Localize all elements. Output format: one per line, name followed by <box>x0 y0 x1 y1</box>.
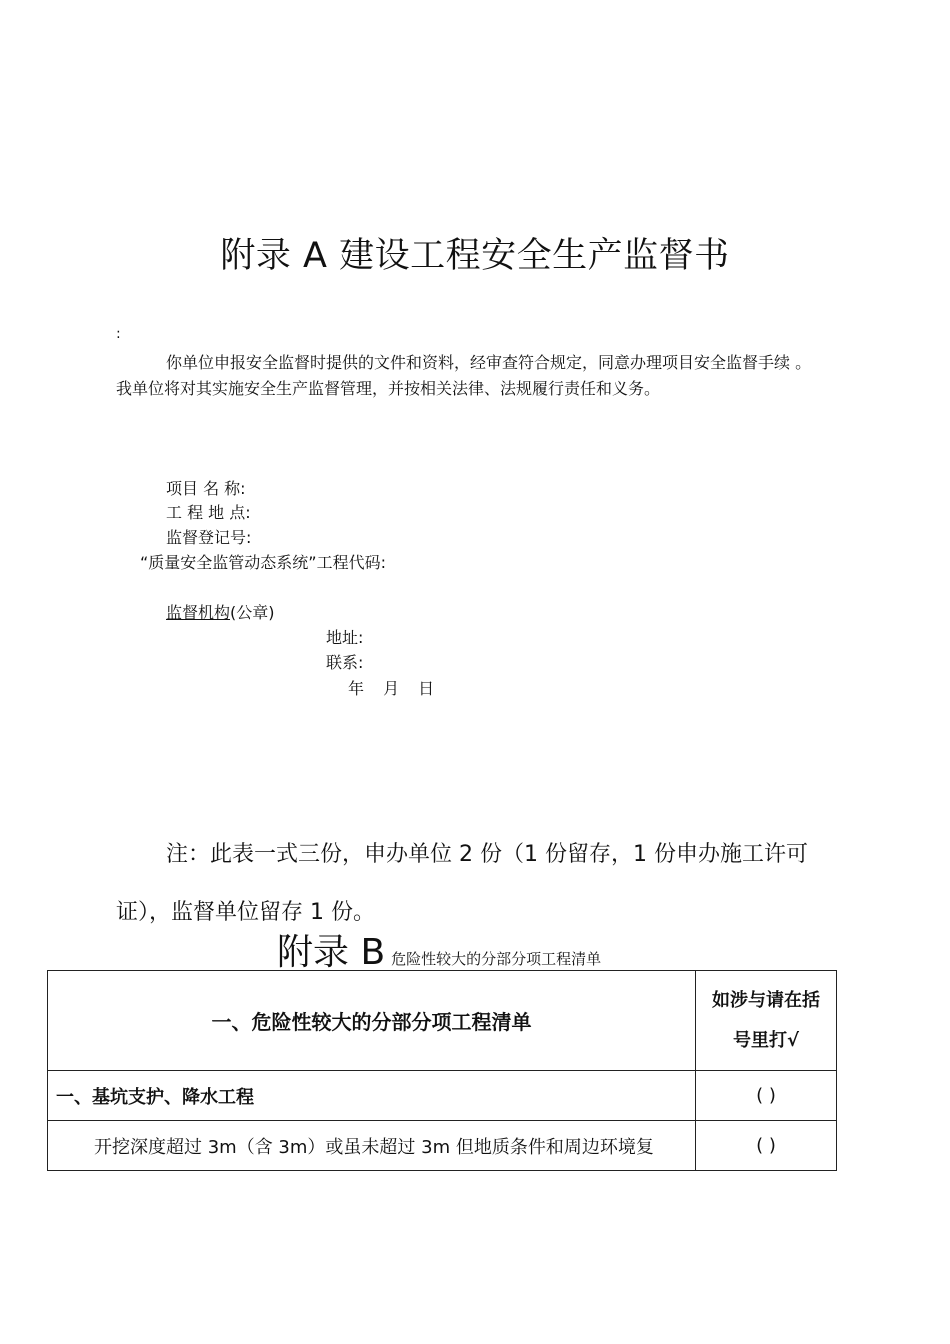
table-row <box>48 1071 837 1121</box>
copies-note-line-2: 证），监督单位留存 1 份。 <box>116 900 375 925</box>
check-bracket: ( ) <box>696 1071 837 1121</box>
check-bracket: ( ) <box>696 1121 837 1171</box>
hazard-project-table <box>47 970 837 1171</box>
table-header-check-line-2: 号里打√ <box>732 1029 799 1051</box>
official-seal-note: (公章) <box>230 603 275 622</box>
supervision-org-label <box>166 600 275 623</box>
table-header-check <box>696 971 837 1071</box>
appendix-b-title <box>277 924 601 975</box>
appendix-a-title: 附录 A 建设工程安全生产监督书 <box>220 236 730 276</box>
project-name-label: 项目 名 称: <box>166 479 246 498</box>
item-cell: 开挖深度超过 3m（含 3m）或虽未超过 3m 但地质条件和周边环境复 <box>48 1121 696 1171</box>
table-row <box>48 1121 837 1171</box>
registration-number-label: 监督登记号: <box>166 528 252 547</box>
system-code-label: “质量安全监管动态系统”工程代码: <box>140 553 386 572</box>
section-cell: 一、基坑支护、降水工程 <box>48 1071 696 1121</box>
approval-paragraph <box>116 350 856 402</box>
table-header-main: 一、危险性较大的分部分项工程清单 <box>48 971 696 1071</box>
salutation-colon: : <box>116 326 121 342</box>
table-header-row <box>48 971 837 1071</box>
table-header-check-line-1: 如涉与请在括 <box>712 989 820 1011</box>
appendix-b-heading: 附录 B <box>277 932 386 973</box>
approval-paragraph-line-1: 你单位申报安全监督时提供的文件和资料，经审查符合规定，同意办理项目安全监督手续 。 <box>166 353 812 372</box>
supervision-org-name: 监督机构 <box>166 603 231 622</box>
address-label: 地址: <box>326 628 364 647</box>
appendix-b-subtitle: 危险性较大的分部分项工程清单 <box>391 950 602 968</box>
approval-paragraph-line-2: 我单位将对其实施安全生产监督管理，并按相关法律、法规履行责任和义务。 <box>116 379 661 398</box>
contact-label: 联系: <box>326 653 364 672</box>
copies-note-line-1: 注：此表一式三份，申办单位 2 份（1 份留存，1 份申办施工许可 <box>166 842 808 867</box>
date-line: 年 月 日 <box>348 679 435 698</box>
project-location-label: 工 程 地 点: <box>166 503 251 522</box>
